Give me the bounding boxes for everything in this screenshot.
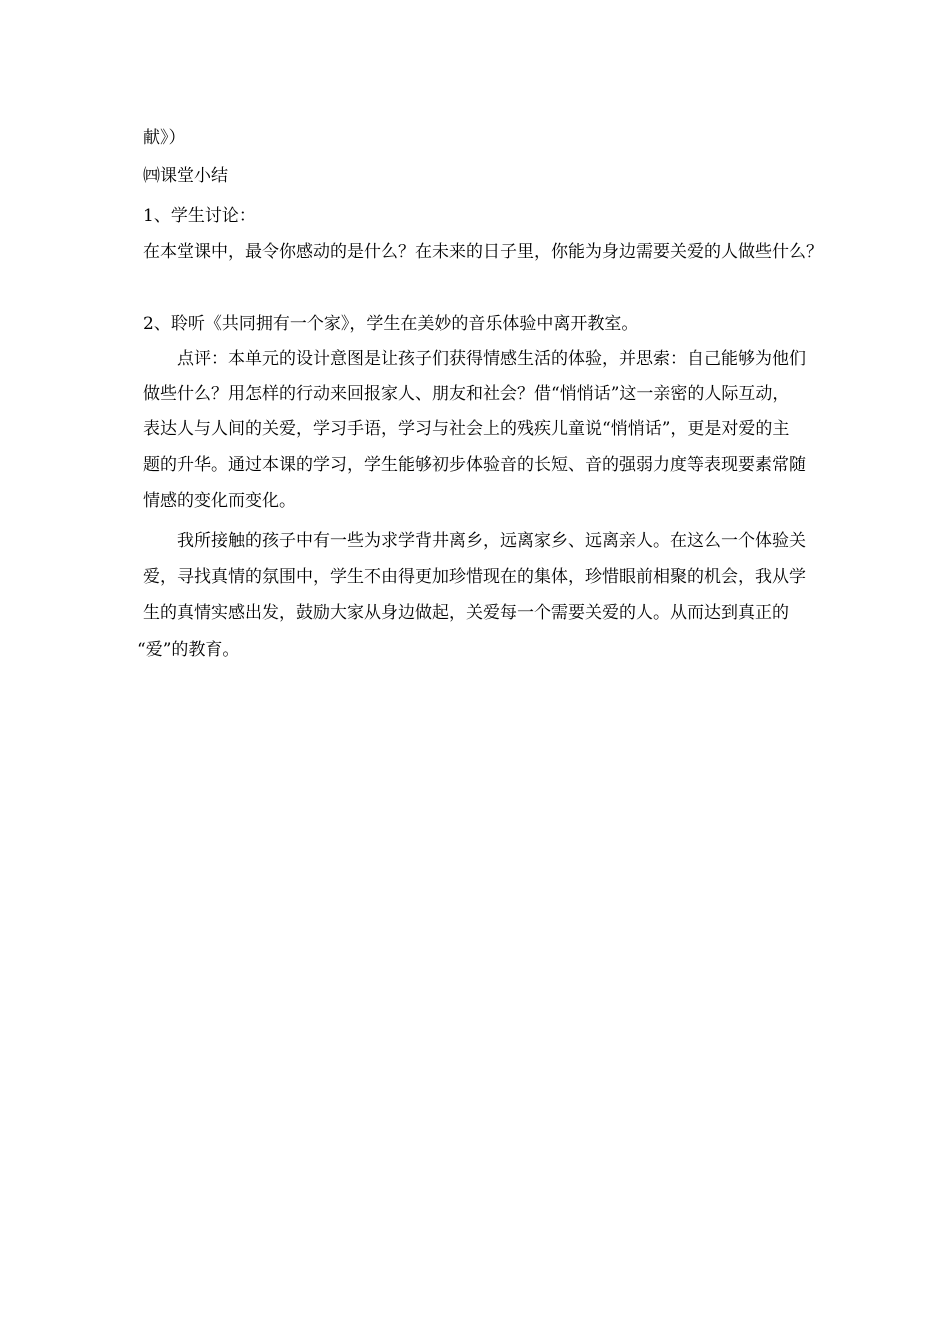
text-line-continuation: 献》） <box>143 128 186 148</box>
list-item-listening: 2、聆听《共同拥有一个家》，学生在美妙的音乐体验中离开教室。 <box>143 314 639 334</box>
section-heading-summary: ㈣课堂小结 <box>143 166 228 186</box>
reflection-line-4: “爱”的教育。 <box>137 640 240 660</box>
reflection-line-1: 我所接触的孩子中有一些为求学背井离乡，远离家乡、远离亲人。在这么一个体验关 <box>177 531 806 551</box>
discussion-question: 在本堂课中，最令你感动的是什么？在未来的日子里，你能为身边需要关爱的人做些什么？ <box>143 242 823 262</box>
commentary-line-5: 情感的变化而变化。 <box>143 491 296 511</box>
reflection-line-3: 生的真情实感出发，鼓励大家从身边做起，关爱每一个需要关爱的人。从而达到真正的 <box>143 603 789 623</box>
commentary-line-2: 做些什么？用怎样的行动来回报家人、朋友和社会？借“悄悄话”这一亲密的人际互动， <box>143 384 790 404</box>
commentary-line-1: 点评：本单元的设计意图是让孩子们获得情感生活的体验，并思索：自己能够为他们 <box>177 349 806 369</box>
reflection-line-2: 爱，寻找真情的氛围中，学生不由得更加珍惜现在的集体，珍惜眼前相聚的机会，我从学 <box>143 567 806 587</box>
commentary-line-4: 题的升华。通过本课的学习，学生能够初步体验音的长短、音的强弱力度等表现要素常随 <box>143 455 806 475</box>
commentary-line-3: 表达人与人间的关爱，学习手语，学习与社会上的残疾儿童说“悄悄话”，更是对爱的主 <box>143 419 790 439</box>
list-item-discussion: 1、学生讨论： <box>143 206 256 226</box>
